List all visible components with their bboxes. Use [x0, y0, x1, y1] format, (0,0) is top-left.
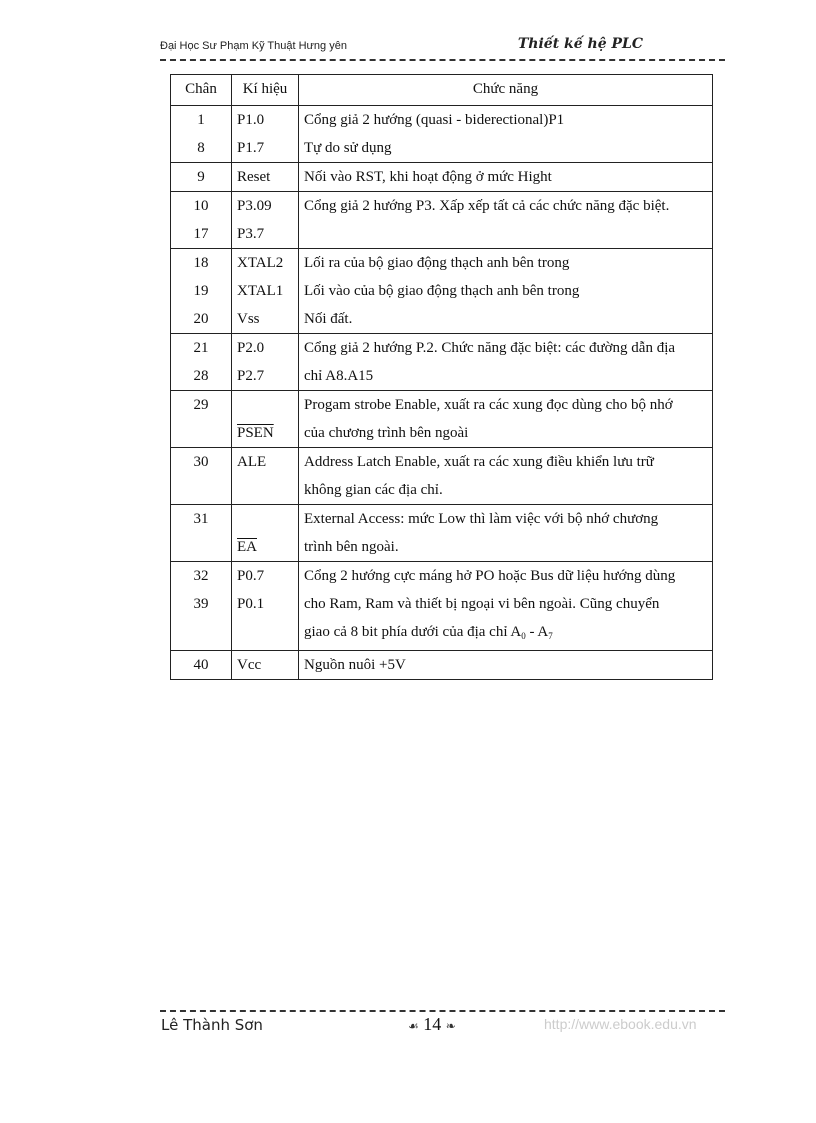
function-cell: Address Latch Enable, xuất ra các xung điều khiển lưu trữ không gian các địa chỉ. [299, 448, 713, 505]
table-row [171, 163, 713, 192]
symbol-cell [232, 505, 299, 562]
page-header [160, 36, 725, 58]
pin-function-table [170, 74, 713, 680]
header-symbol: Kí hiệu [232, 75, 299, 106]
header-function: Chức năng [299, 75, 713, 106]
table-row [171, 562, 713, 651]
header-title: Thiết kế hệ PLC [517, 36, 643, 52]
footer-divider [160, 1010, 725, 1012]
symbol-cell: Vcc [232, 651, 299, 680]
pin-cell: 10 17 [171, 192, 232, 249]
pin-cell: 1 8 [171, 106, 232, 163]
table-row [171, 448, 713, 505]
table-row [171, 192, 713, 249]
pin-cell: 40 [171, 651, 232, 680]
page-number [408, 1014, 456, 1035]
symbol-cell: P1.0 P1.7 [232, 106, 299, 163]
psen-symbol: PSEN [237, 425, 274, 441]
table-row [171, 334, 713, 391]
pin-cell: 30 [171, 448, 232, 505]
table-header-row [171, 75, 713, 106]
table-row [171, 249, 713, 334]
function-cell: Progam strobe Enable, xuất ra các xung đọc dùng cho bộ nhớ của chương trình bên ngoài [299, 391, 713, 448]
table-row [171, 106, 713, 163]
symbol-cell: P0.7 P0.1 [232, 562, 299, 651]
pin-cell: 9 [171, 163, 232, 192]
function-cell: External Access: mức Low thì làm việc với bộ nhớ chương trình bên ngoài. [299, 505, 713, 562]
pin-cell: 31 [171, 505, 232, 562]
function-cell: Cổng giả 2 hướng P.2. Chức năng đặc biệt: các đường dẫn địa chỉ A8.A15 [299, 334, 713, 391]
symbol-cell: ALE [232, 448, 299, 505]
header-pin: Chân [171, 75, 232, 106]
subscript-7: 7 [548, 631, 553, 641]
ea-symbol: $\overline{EA}$ [237, 539, 257, 555]
function-cell: Nối vào RST, khi hoạt động ở mức Hight [299, 163, 713, 192]
symbol-cell [232, 391, 299, 448]
header-institution: Đại Học Sư Phạm Kỹ Thuật Hưng yên [160, 40, 347, 52]
table-row [171, 505, 713, 562]
ornament-left-icon: ☙ [408, 1019, 419, 1033]
symbol-cell: XTAL2 XTAL1 Vss [232, 249, 299, 334]
symbol-cell: Reset [232, 163, 299, 192]
header-divider [160, 59, 725, 61]
pin-cell: 32 39 [171, 562, 232, 651]
function-cell: Cổng giả 2 hướng (quasi - biderectional)P1 Tự do sử dụng [299, 106, 713, 163]
function-cell: Cổng 2 hướng cực máng hở PO hoặc Bus dữ liệu hướng dùng cho Ram, Ram và thiết bị ngoại vi bên ngoài. Cũng chuyển giao cả 8 bit phía dưới của địa chỉ $A_0 - A_7$ [299, 562, 713, 651]
footer-url: http://www.ebook.edu.vn [544, 1016, 697, 1032]
page-number-text: 14 [423, 1014, 442, 1034]
subscript-0: 0 [521, 631, 526, 641]
function-cell: Cổng giả 2 hướng P3. Xấp xếp tất cả các chức năng đặc biệt. [299, 192, 713, 249]
pin-cell: 29 [171, 391, 232, 448]
ornament-right-icon: ❧ [445, 1019, 456, 1033]
symbol-cell: P2.0 P2.7 [232, 334, 299, 391]
footer-author: Lê Thành Sơn [161, 1016, 263, 1034]
function-cell: Lối ra của bộ giao động thạch anh bên trong Lối vào của bộ giao động thạch anh bên trong Nối đất. [299, 249, 713, 334]
function-cell: Nguồn nuôi +5V [299, 651, 713, 680]
symbol-cell: P3.09 P3.7 [232, 192, 299, 249]
pin-cell: 18 19 20 [171, 249, 232, 334]
pin-cell: 21 28 [171, 334, 232, 391]
table-row [171, 651, 713, 680]
table-row [171, 391, 713, 448]
